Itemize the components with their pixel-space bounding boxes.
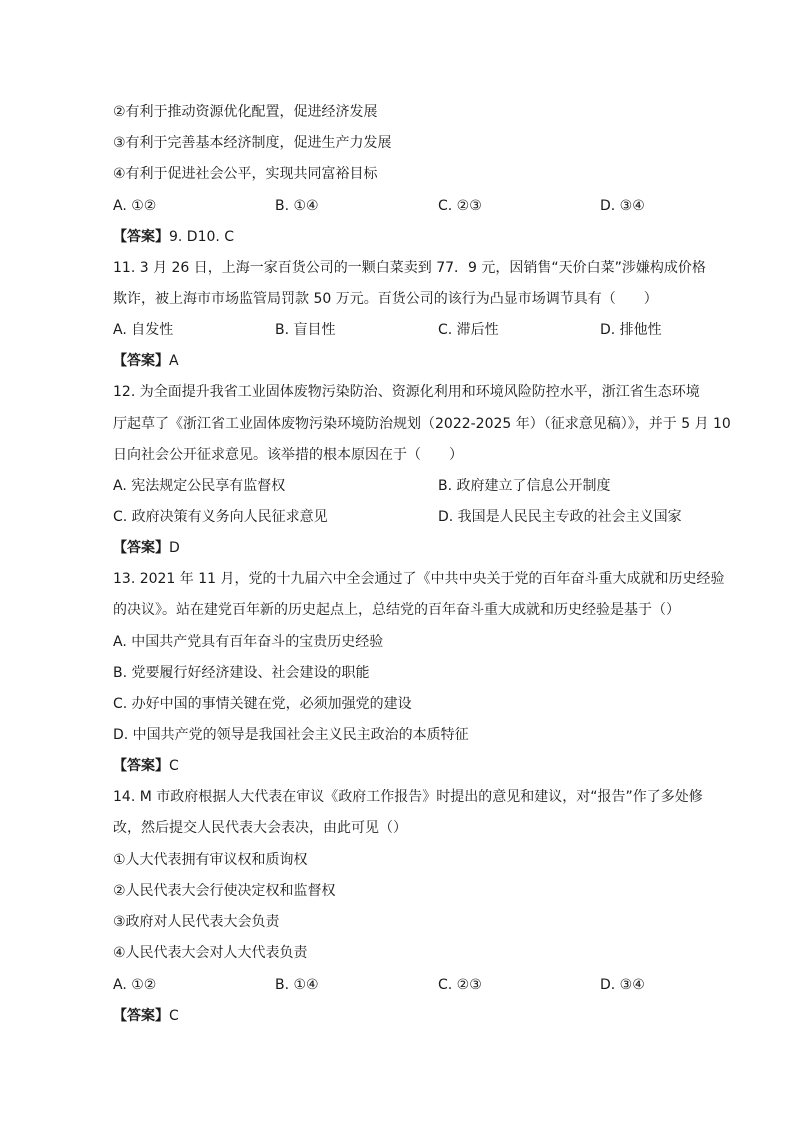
q13-stem-line1: 13. 2021 年 11 月，党的十九届六中全会通过了《中共中央关于党的百年奋斗重大成就和历史经验 [113,571,725,587]
answer-12 [113,538,180,558]
q10-item-4: ④有利于促进社会公平，实现共同富裕目标 [113,166,378,182]
q12-stem-line2: 厅起草了《浙江省工业固体废物污染环境防治规划（2022-2025 年）（征求意见稿）》，并于 5 月 10 [113,416,731,432]
q11-option-b: B. 盲目性 [275,322,336,338]
q14-item-2: ②人民代表大会行使决定权和监督权 [113,883,336,899]
q10-option-a: A. ①② [113,198,157,214]
q11-option-a: A. 自发性 [113,322,174,338]
q14-option-d: D. ③④ [600,977,645,993]
q12-options-row2 [113,507,693,527]
q14-item-3: ③政府对人民代表大会负责 [113,914,280,930]
q10-item-3: ③有利于完善基本经济制度，促进生产力发展 [113,135,392,151]
answer-text: C [169,758,179,774]
q13-option-a: A. 中国共产党具有百年奋斗的宝贵历史经验 [113,634,384,650]
answer-tag: 【答案】 [113,229,169,245]
q13-stem-line2: 的决议》。站在建党百年新的历史起点上，总结党的百年奋斗重大成就和历史经验是基于（） [113,602,680,618]
q14-option-b: B. ①④ [275,977,319,993]
q10-options [113,196,693,216]
q10-item-2: ②有利于推动资源优化配置，促进经济发展 [113,104,378,120]
q11-stem-line1: 11. 3 月 26 日，上海一家百货公司的一颗白菜卖到 77．9 元，因销售“天价白菜”涉嫌构成价格 [113,260,706,276]
q14-option-c: C. ②③ [438,977,482,993]
answer-tag: 【答案】 [113,353,169,369]
q13-option-c: C. 办好中国的事情关键在党，必须加强党的建设 [113,696,412,712]
q14-options [113,975,693,995]
answer-tag: 【答案】 [113,758,169,774]
answer-tag: 【答案】 [113,540,169,556]
q12-stem-line3: 日向社会公开征求意见。该举措的根本原因在于（ ） [113,447,463,463]
q12-option-a: A. 宪法规定公民享有监督权 [113,478,286,494]
q11-option-d: D. 排他性 [600,322,662,338]
q13-option-b: B. 党要履行好经济建设、社会建设的职能 [113,665,370,681]
answer-13 [113,756,179,776]
q14-item-4: ④人民代表大会对人大代表负责 [113,945,308,961]
q10-option-d: D. ③④ [600,198,645,214]
answer-tag: 【答案】 [113,1008,169,1024]
q10-option-c: C. ②③ [438,198,482,214]
answer-text: 9. D10. C [169,229,235,245]
answer-9-10 [113,227,234,247]
q12-option-d: D. 我国是人民民主专政的社会主义国家 [438,509,682,525]
answer-14 [113,1006,179,1026]
q14-stem-line1: 14. M 市政府根据人大代表在审议《政府工作报告》时提出的意见和建议，对“报告”作了多处修 [113,789,703,805]
q13-option-d: D. 中国共产党的领导是我国社会主义民主政治的本质特征 [113,727,469,743]
answer-text: C [169,1008,179,1024]
q12-option-b: B. 政府建立了信息公开制度 [438,478,611,494]
answer-text: D [169,540,180,556]
q11-options [113,320,693,340]
q12-options-row1 [113,476,693,496]
q11-option-c: C. 滞后性 [438,322,499,338]
answer-11 [113,351,179,371]
q14-option-a: A. ①② [113,977,157,993]
q10-option-b: B. ①④ [275,198,319,214]
q12-option-c: C. 政府决策有义务向人民征求意见 [113,509,328,525]
q12-stem-line1: 12. 为全面提升我省工业固体废物污染防治、资源化利用和环境风险防控水平，浙江省生态环境 [113,384,700,400]
q11-stem-line2: 欺诈，被上海市市场监管局罚款 50 万元。百货公司的该行为凸显市场调节具有（ ） [113,291,658,307]
q14-stem-line2: 改，然后提交人民代表大会表决，由此可见（） [113,820,407,836]
answer-text: A [169,353,179,369]
q14-item-1: ①人大代表拥有审议权和质询权 [113,852,308,868]
